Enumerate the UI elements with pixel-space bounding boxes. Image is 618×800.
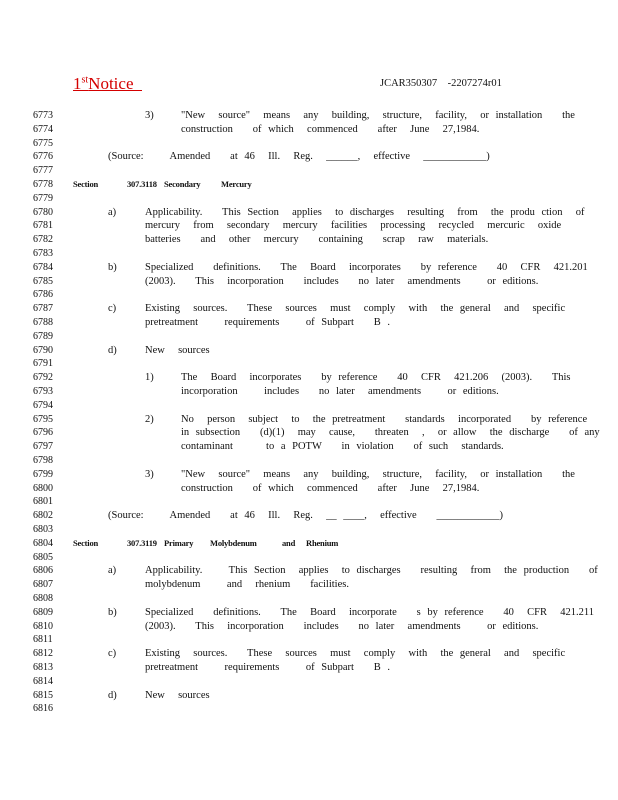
line-number: 6788 bbox=[33, 317, 53, 328]
line-number: 6785 bbox=[33, 275, 53, 287]
paragraph-line: Specialized definitions. The Board incorporate s by reference 40 CFR 421.211 bbox=[145, 606, 594, 618]
line-number: 6810 bbox=[33, 620, 53, 632]
paragraph-line: Existing sources. These sources must comply with the general and specific bbox=[145, 648, 566, 660]
paragraph-line: mercury from secondary mercury facilities processing recycled mercuric oxide bbox=[145, 220, 562, 232]
line-number: 6779 bbox=[33, 192, 53, 204]
paragraph-line: (2003). This incorporation includes no later amendments or editions. bbox=[145, 620, 539, 632]
line-number: 6805 bbox=[33, 551, 53, 563]
line-number: 6787 bbox=[33, 303, 53, 315]
line-number: 6791 bbox=[33, 358, 53, 370]
line-number: 6793 bbox=[33, 386, 53, 397]
subsection-letter: b) bbox=[108, 261, 117, 273]
paragraph-line: pretreatment requirements of Subpart B . bbox=[145, 317, 391, 328]
paragraph-line: contaminant to a POTW in violation of such standards. bbox=[181, 441, 504, 453]
notice-prefix: 1 bbox=[73, 74, 82, 93]
section-title: Secondary bbox=[164, 179, 201, 189]
line-number: 6816 bbox=[33, 703, 53, 715]
section-title: Rhenium bbox=[306, 538, 339, 548]
line-number: 6784 bbox=[33, 261, 53, 273]
notice-suffix: Notice bbox=[88, 74, 134, 93]
line-number: 6803 bbox=[33, 524, 53, 535]
line-number: 6806 bbox=[33, 565, 53, 577]
line-number: 6776 bbox=[33, 151, 53, 163]
subsection-letter: c) bbox=[108, 303, 117, 315]
line-number: 6807 bbox=[33, 579, 53, 591]
subsection-letter: a) bbox=[108, 206, 117, 218]
paragraph-line: construction of which commenced after June 27,1984. bbox=[181, 123, 480, 135]
paragraph-line: Applicability. This Section applies to discharges resulting from the production of bbox=[145, 565, 598, 577]
subsection-letter: a) bbox=[108, 565, 117, 577]
section-title: Mercury bbox=[221, 179, 252, 189]
paragraph-line: New sources bbox=[145, 689, 210, 701]
paragraph-line: in subsection (d)(1) may cause, threaten , or allow the discharge of any bbox=[181, 427, 600, 439]
line-number: 6773 bbox=[33, 110, 53, 121]
subsection-letter: b) bbox=[108, 606, 117, 618]
line-number: 6804 bbox=[33, 537, 53, 549]
line-number: 6778 bbox=[33, 179, 53, 190]
line-number: 6801 bbox=[33, 496, 53, 508]
notice-heading bbox=[73, 74, 142, 94]
line-number: 6792 bbox=[33, 372, 53, 384]
line-number: 6812 bbox=[33, 648, 53, 660]
notice-superscript: st bbox=[81, 74, 89, 86]
item-number: 1) bbox=[145, 372, 154, 384]
section-number: 307.3118 bbox=[127, 179, 157, 189]
section-title: Molybdenum bbox=[210, 538, 257, 548]
line-number: 6777 bbox=[33, 165, 53, 177]
section-title: Primary bbox=[164, 538, 194, 548]
line-number: 6800 bbox=[33, 482, 53, 494]
paragraph-line: pretreatment requirements of Subpart B . bbox=[145, 662, 391, 673]
line-number: 6783 bbox=[33, 248, 53, 259]
section-label: Section bbox=[73, 179, 99, 189]
source-note: (Source: Amended at 46 Ill. Reg. __ ____, effective ____________) bbox=[108, 510, 504, 522]
subsection-letter: d) bbox=[108, 689, 117, 701]
paragraph-line: incorporation includes no later amendments or editions. bbox=[181, 386, 499, 397]
line-number: 6796 bbox=[33, 427, 53, 439]
line-number: 6789 bbox=[33, 330, 53, 342]
line-number: 6794 bbox=[33, 399, 53, 411]
paragraph-line: "New source" means any building, structure, facility, or installation the bbox=[181, 110, 575, 121]
item-number: 2) bbox=[145, 413, 154, 425]
line-number: 6802 bbox=[33, 510, 53, 522]
paragraph-line: No person subject to the pretreatment standards incorporated by reference bbox=[181, 413, 588, 425]
line-number: 6781 bbox=[33, 220, 53, 232]
section-title: and bbox=[282, 538, 296, 548]
line-number: 6814 bbox=[33, 675, 53, 687]
line-number: 6782 bbox=[33, 234, 53, 246]
line-number: 6815 bbox=[33, 689, 53, 701]
section-label: Section bbox=[73, 538, 99, 548]
section-number: 307.3119 bbox=[127, 538, 157, 548]
line-number: 6811 bbox=[33, 634, 53, 646]
paragraph-line: batteries and other mercury containing scrap raw materials. bbox=[145, 234, 489, 246]
paragraph-line: Existing sources. These sources must comply with the general and specific bbox=[145, 303, 566, 315]
line-number: 6798 bbox=[33, 455, 53, 466]
line-number: 6809 bbox=[33, 606, 53, 618]
paragraph-line: The Board incorporates by reference 40 CFR 421.206 (2003). This bbox=[181, 372, 571, 384]
line-number: 6799 bbox=[33, 468, 53, 480]
line-number: 6790 bbox=[33, 344, 53, 356]
paragraph-line: molybdenum and rhenium facilities. bbox=[145, 579, 349, 591]
subsection-letter: d) bbox=[108, 344, 117, 356]
paragraph-line: (2003). This incorporation includes no later amendments or editions. bbox=[145, 275, 539, 287]
source-note: (Source: Amended at 46 Ill. Reg. ______, effective ____________) bbox=[108, 151, 490, 163]
line-number: 6795 bbox=[33, 413, 53, 425]
paragraph-line: New sources bbox=[145, 344, 210, 356]
line-number: 6813 bbox=[33, 662, 53, 673]
line-number: 6797 bbox=[33, 441, 53, 453]
document-code: JCAR350307 -2207274r01 bbox=[380, 78, 502, 89]
line-number: 6808 bbox=[33, 593, 53, 604]
line-number: 6775 bbox=[33, 137, 53, 149]
paragraph-line: "New source" means any building, structure, facility, or installation the bbox=[181, 468, 575, 480]
paragraph-line: Specialized definitions. The Board incorporates by reference 40 CFR 421.201 bbox=[145, 261, 588, 273]
paragraph-line: construction of which commenced after June 27,1984. bbox=[181, 482, 480, 494]
line-number: 6780 bbox=[33, 206, 53, 218]
line-number: 6774 bbox=[33, 123, 53, 135]
item-number: 3) bbox=[145, 110, 154, 121]
item-number: 3) bbox=[145, 468, 154, 480]
line-number: 6786 bbox=[33, 289, 53, 301]
subsection-letter: c) bbox=[108, 648, 117, 660]
paragraph-line: Applicability. This Section applies to discharges resulting from the produ ction of bbox=[145, 206, 585, 218]
